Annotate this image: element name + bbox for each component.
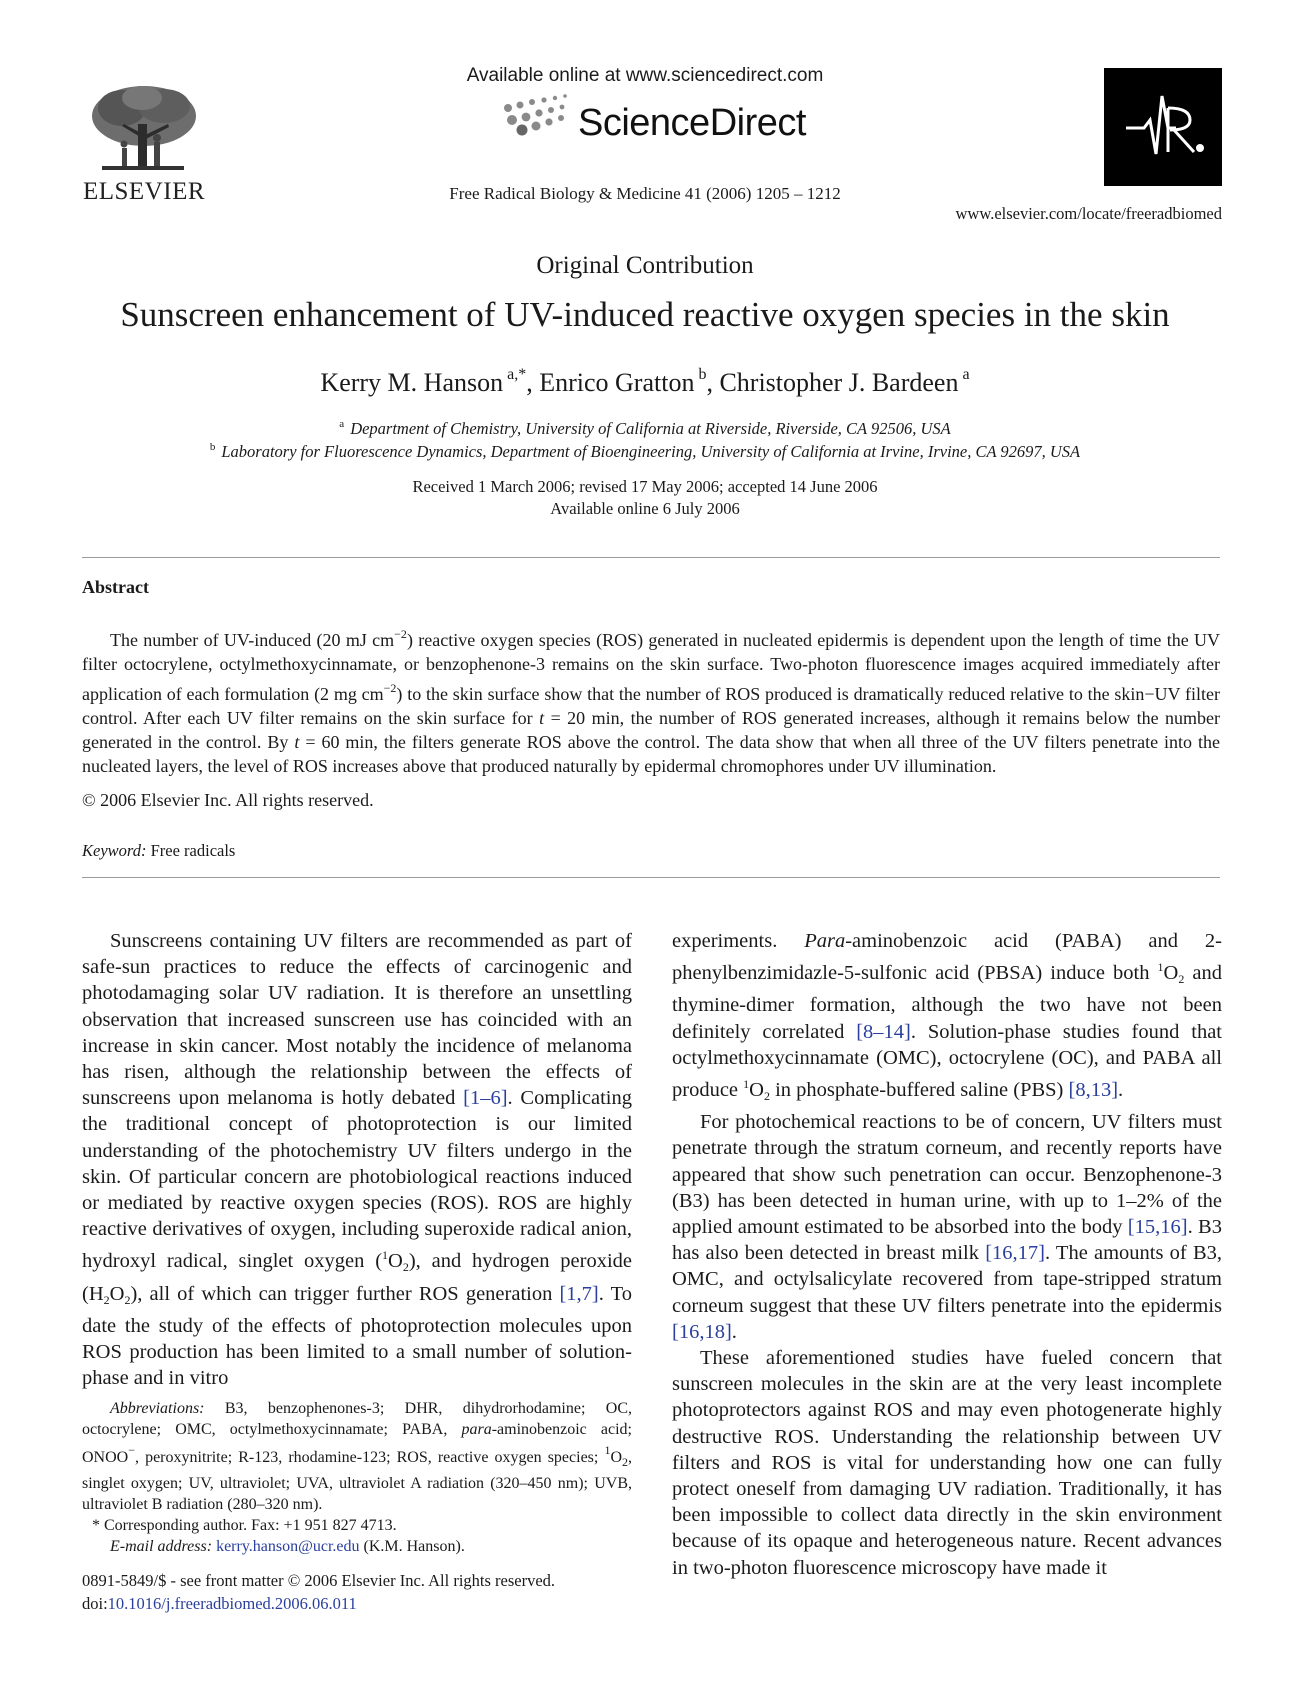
journal-logo xyxy=(1104,68,1222,186)
abbreviations-footnote: Abbreviations: B3, benzophenones-3; DHR, dihydrorhodamine; OC, octocrylene; OMC, octylmethoxycinnamate; PABA, para-aminobenzoic acid; ONOO−, peroxynitrite; R-123, rhodamine-123; ROS, reactive oxygen species; $^1O_2$, singlet oxygen; UV, ultraviolet; UVA, ultraviolet A radiation (320–450 nm); UVB, ultraviolet B radiation (280–320 nm). xyxy=(82,1400,633,1513)
email-suffix: (K.M. Hanson). xyxy=(363,1538,465,1555)
divider xyxy=(82,557,1220,558)
corresponding-author-note: * Corresponding author. Fax: +1 951 827 4713. xyxy=(92,1517,397,1534)
affiliation-text: Department of Chemistry, University of California at Riverside, Riverside, CA 92506, USA xyxy=(350,419,951,438)
sciencedirect-dots-icon xyxy=(498,92,576,140)
divider xyxy=(82,877,1220,878)
citation-link[interactable]: [15,16] xyxy=(1127,1216,1188,1239)
footnotes xyxy=(82,1398,632,1557)
doi-line xyxy=(82,1594,357,1614)
author-name: Christopher J. Bardeen xyxy=(719,368,959,397)
keyword-value: Free radicals xyxy=(150,841,236,860)
article-type: Original Contribution xyxy=(536,252,754,279)
keyword-line xyxy=(82,841,235,861)
affiliation xyxy=(0,418,1290,439)
sciencedirect-logo-text: ScienceDirect xyxy=(578,102,806,144)
doi-link[interactable]: 10.1016/j.freeradbiomed.2006.06.011 xyxy=(107,1594,357,1613)
article-title: Sunscreen enhancement of UV-induced reactive oxygen species in the skin xyxy=(120,295,1170,334)
body-paragraph: experiments. Para-aminobenzoic acid (PABA) and 2-phenylbenzimidazle-5-sulfonic acid (PBSA) induce both $^1O_2$ and thymine-dimer formation, although the two have not been definitely correlated [8–14]. Solution-phase studies found that octylmethoxycinnamate (OMC), octocrylene (OC), and PABA all produce $^1O_2$ in phosphate-buffered saline (PBS) [8,13]. xyxy=(672,930,1222,1104)
author-affiliation-mark: b xyxy=(698,366,707,383)
affiliation xyxy=(0,441,1290,462)
abstract-heading: Abstract xyxy=(82,577,149,597)
keyword-label: Keyword: xyxy=(82,841,147,860)
journal-logo-icon xyxy=(1104,68,1222,186)
body-paragraph: Sunscreens containing UV filters are recommended as part of safe-sun practices to reduce the effects of carcinogenic and photodamaging solar UV radiation. It is therefore an unsettling observation that increased sunscreen use has coincided with an increase in skin cancer. Most notably the incidence of melanoma has risen, although the relationship between the effects of sunscreens upon melanoma is hotly debated [1–6]. Complicating the traditional concept of photoprotection is our limited understanding of the photochemistry UV filters undergo in the skin. Of particular concern are photobiological reactions induced or mediated by reactive oxygen species (ROS). ROS are highly reactive derivatives of oxygen, including superoxide radical anion, hydroxyl radical, singlet oxygen $(^1O_2)$, and hydrogen peroxide $(H_2O_2)$, all of which can trigger further ROS generation [1,7]. To date the study of the effects of photoprotection molecules upon ROS production has been limited to a small number of solution-phase and in vitro xyxy=(82,930,633,1390)
body-paragraph: For photochemical reactions to be of concern, UV filters must penetrate through the stratum corneum, and recently reports have appeared that show such penetration can occur. Benzophenone-3 (B3) has been detected in human urine, with up to 1–2% of the applied amount estimated to be absorbed into the body [15,16]. B3 has also been detected in breast milk [16,17]. The amounts of B3, OMC, and octylsalicylate recovered from tape-stripped stratum corneum suggest that these UV filters penetrate into the epidermis [16,18]. xyxy=(672,1111,1222,1343)
citation-link[interactable]: [1–6] xyxy=(463,1087,508,1110)
author-list xyxy=(0,366,1290,398)
body-column-right xyxy=(672,928,1222,1581)
affiliation-text: Laboratory for Fluorescence Dynamics, Department of Bioengineering, University of California at Irvine, Irvine, CA 92697, USA xyxy=(221,442,1081,461)
author-affiliation-mark: a,* xyxy=(507,366,527,383)
available-online-text: Available online at www.sciencedirect.com xyxy=(466,65,824,86)
email-link[interactable]: kerry.hanson@ucr.edu xyxy=(216,1538,360,1555)
author-name: Kerry M. Hanson xyxy=(320,368,504,397)
available-online-date: Available online 6 July 2006 xyxy=(550,499,740,518)
abstract-body: The number of UV-induced (20 mJ $cm^{-2}$) reactive oxygen species (ROS) generated in nucleated epidermis is dependent upon the length of time the UV filter octocrylene, octylmethoxycinnamate, or benzophenone-3 remains on the skin surface. Two-photon fluorescence images acquired immediately after application of each formulation (2 mg $cm^{-2}$) to the skin surface show that the number of ROS produced is dramatically reduced relative to the skin−UV filter control. After each UV filter remains on the skin surface for t = 20 min, the number of ROS generated increases, although it remains below the number generated in the control. By t = 60 min, the filters generate ROS above the control. The data show that when all three of the UV filters penetrate into the nucleated layers, the level of ROS increases above that produced naturally by epidermal chromophores under UV illumination. xyxy=(82,627,1221,776)
issn-line: 0891-5849/$ - see front matter © 2006 Elsevier Inc. All rights reserved. xyxy=(82,1571,556,1590)
journal-citation: Free Radical Biology & Medicine 41 (2006) 1205 – 1212 xyxy=(449,184,841,203)
affiliation-mark: b xyxy=(209,441,216,453)
email-label: E-mail address: xyxy=(110,1538,213,1555)
affiliation-mark: a xyxy=(339,418,345,430)
body-column-left xyxy=(82,928,632,1391)
citation-link[interactable]: [8–14] xyxy=(856,1020,911,1043)
abstract-copyright: © 2006 Elsevier Inc. All rights reserved. xyxy=(82,790,374,810)
body-paragraph: These aforementioned studies have fueled concern that sunscreen molecules in the skin are at the very least incomplete photoprotectors against ROS and may even photogenerate highly destructive ROS. Understanding the relationship between UV filters and ROS is vital for understanding how one can fully protect oneself from damaging UV radiation. Traditionally, it has been impossible to collect data directly in the skin environment because of its opaque and heterogeneous nature. Recent advances in two-photon fluorescence microscopy have made it xyxy=(672,1347,1222,1579)
email-note xyxy=(82,1536,632,1557)
doi-prefix: doi: xyxy=(82,1594,108,1613)
citation-link[interactable]: [8,13] xyxy=(1068,1079,1119,1102)
citation-link[interactable]: [16,17] xyxy=(985,1242,1045,1265)
author-separator: , xyxy=(706,368,720,397)
author-affiliation-mark: a xyxy=(962,366,970,383)
citation-link[interactable]: [16,18] xyxy=(672,1320,732,1343)
citation-link[interactable]: [1,7] xyxy=(559,1282,599,1305)
publisher-name: ELSEVIER xyxy=(82,178,206,205)
received-dates: Received 1 March 2006; revised 17 May 2006; accepted 14 June 2006 xyxy=(412,477,878,496)
author-name: Enrico Gratton xyxy=(539,368,695,397)
journal-url-link[interactable]: www.elsevier.com/locate/freeradbiomed xyxy=(955,204,1222,223)
author-separator: , xyxy=(526,368,540,397)
